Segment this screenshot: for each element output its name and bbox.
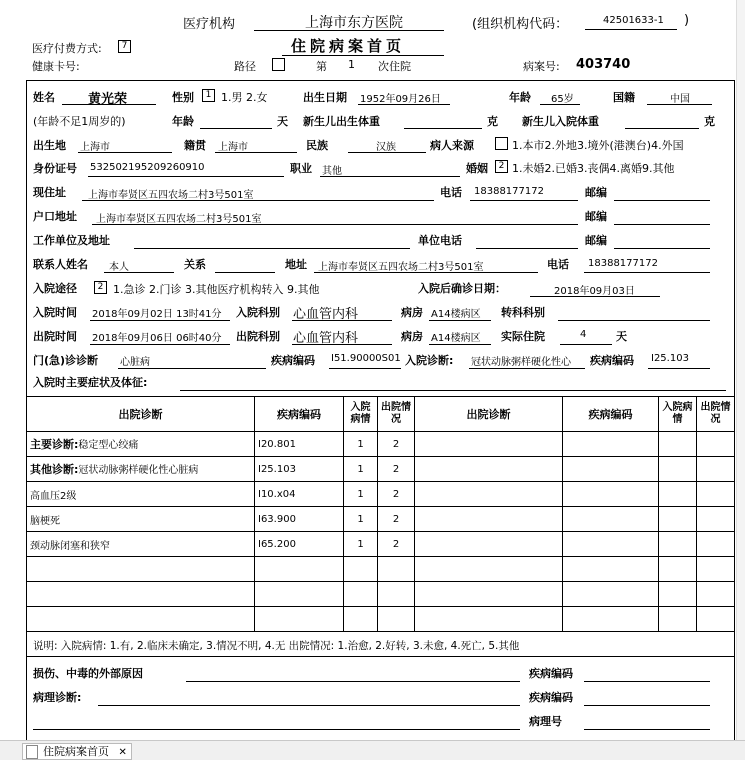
- admission-condition-cell[interactable]: 1: [344, 532, 378, 557]
- diagnosis-cell-2[interactable]: [415, 482, 563, 507]
- diagnosis-prefix: 其他诊断:: [30, 463, 79, 476]
- code-cell-2[interactable]: [563, 582, 659, 607]
- job-value: 其他: [322, 166, 342, 177]
- admission-diagnosis-value: 冠状动脉粥样硬化性心: [471, 357, 571, 368]
- admission-condition-cell-2[interactable]: [659, 482, 697, 507]
- org-label: 医疗机构: [183, 17, 236, 32]
- diagnosis-cell[interactable]: [27, 507, 255, 532]
- age-value: 65岁: [551, 94, 574, 105]
- discharge-time-value: 2018年09月06日 06时40分: [92, 333, 222, 344]
- ethnic-value: 汉族: [376, 142, 396, 153]
- contact-value: 本人: [109, 262, 129, 273]
- admission-time-value: 2018年09月02日 13时41分: [92, 309, 222, 320]
- discharge-status-cell-2[interactable]: [697, 607, 735, 632]
- address-value: 上海市奉贤区五四农场二村3号501室: [88, 190, 254, 201]
- table-row: [27, 582, 735, 607]
- admission-condition-cell-2[interactable]: [659, 457, 697, 482]
- col-code: 疾病编码: [255, 397, 344, 432]
- table-row: [27, 557, 735, 582]
- code-cell[interactable]: I25.103: [255, 457, 344, 482]
- table-row: [27, 607, 735, 632]
- table-row: [27, 532, 735, 557]
- col-discharge-status-2: 出院情况: [697, 397, 735, 432]
- code-cell-2[interactable]: [563, 457, 659, 482]
- code-cell-2[interactable]: [563, 532, 659, 557]
- code-cell[interactable]: I63.900: [255, 507, 344, 532]
- diagnosis-cell[interactable]: [27, 607, 255, 632]
- col-code-2: 疾病编码: [563, 397, 659, 432]
- discharge-status-cell-2[interactable]: [697, 482, 735, 507]
- diagnosis-cell[interactable]: [27, 432, 255, 457]
- pay-label: 医疗付费方式:: [32, 42, 102, 55]
- col-admission-condition: 入院病情: [344, 397, 378, 432]
- col-discharge-status: 出院情况: [378, 397, 415, 432]
- phone-value: 18388177172: [474, 186, 544, 197]
- code-cell[interactable]: [255, 557, 344, 582]
- discharge-status-cell-2[interactable]: [697, 582, 735, 607]
- code-cell[interactable]: I10.x04: [255, 482, 344, 507]
- code-cell[interactable]: I20.801: [255, 432, 344, 457]
- org-code: 42501633-1: [603, 15, 664, 26]
- admission-condition-cell[interactable]: [344, 557, 378, 582]
- close-icon[interactable]: ✕: [118, 747, 127, 758]
- diagnosis-cell-2[interactable]: [415, 532, 563, 557]
- diagnosis-cell-2[interactable]: [415, 582, 563, 607]
- nation-value: 中国: [670, 94, 690, 105]
- er-diagnosis-value: 心脏病: [120, 357, 150, 368]
- col-diagnosis: 出院诊断: [27, 397, 255, 432]
- diagnosis-name: 冠状动脉粥样硬化性心脏病: [78, 465, 199, 476]
- diagnosis-table: [26, 396, 735, 632]
- visit-number: 1: [348, 58, 355, 71]
- confirm-date-value: 2018年09月03日: [554, 286, 635, 297]
- discharge-status-cell[interactable]: [378, 557, 415, 582]
- pay-box[interactable]: 7: [118, 40, 131, 53]
- record-label: 病案号:: [523, 60, 560, 73]
- tab-record-homepage[interactable]: [22, 743, 132, 760]
- org-code-label: (组织机构代码：: [472, 17, 569, 32]
- discharge-status-cell[interactable]: 2: [378, 457, 415, 482]
- discharge-status-cell-2[interactable]: [697, 532, 735, 557]
- admission-code-value: I25.103: [651, 353, 689, 364]
- code-cell-2[interactable]: [563, 432, 659, 457]
- discharge-status-cell[interactable]: [378, 582, 415, 607]
- discharge-status-cell[interactable]: 2: [378, 482, 415, 507]
- document-icon: [26, 745, 38, 759]
- code-cell[interactable]: [255, 607, 344, 632]
- diagnosis-name: 高血压2级: [30, 490, 77, 502]
- legend-note: 说明: 入院病情: 1.有, 2.临床未确定, 3.情况不明, 4.无 出院情况: 1.治愈, 2.好转, 3.未愈, 4.死亡, 5.其他: [33, 640, 520, 652]
- patient-name: 黄光荣: [88, 92, 128, 107]
- admission-condition-cell[interactable]: 1: [344, 457, 378, 482]
- admission-condition-cell[interactable]: 1: [344, 507, 378, 532]
- diagnosis-table-header: [27, 397, 735, 432]
- discharge-status-cell-2[interactable]: [697, 507, 735, 532]
- vertical-scrollbar[interactable]: [736, 0, 745, 740]
- admission-ward-value: A14楼病区: [431, 309, 481, 320]
- diagnosis-cell[interactable]: [27, 457, 255, 482]
- diagnosis-name: 脑梗死: [30, 515, 60, 527]
- tab-label: 住院病案首页: [43, 745, 109, 758]
- admission-condition-cell-2[interactable]: [659, 507, 697, 532]
- route-box[interactable]: 2: [94, 281, 107, 294]
- discharge-status-cell[interactable]: 2: [378, 507, 415, 532]
- native-value: 上海市: [218, 142, 248, 153]
- org-name: 上海市东方医院: [305, 15, 403, 31]
- table-row: [27, 457, 735, 482]
- diagnosis-cell-2[interactable]: [415, 432, 563, 457]
- diagnosis-cell-2[interactable]: [415, 557, 563, 582]
- admission-condition-cell-2[interactable]: [659, 607, 697, 632]
- code-cell-2[interactable]: [563, 482, 659, 507]
- contact-phone-value: 18388177172: [588, 258, 658, 269]
- hukou-value: 上海市奉贤区五四农场二村3号501室: [96, 214, 262, 225]
- contact-address-value: 上海市奉贤区五四农场二村3号501室: [318, 262, 484, 273]
- diagnosis-cell[interactable]: [27, 557, 255, 582]
- admission-condition-cell[interactable]: 1: [344, 432, 378, 457]
- diagnosis-cell[interactable]: [27, 582, 255, 607]
- code-cell-2[interactable]: [563, 507, 659, 532]
- id-value: 532502195209260910: [90, 162, 205, 173]
- discharge-status-cell[interactable]: 2: [378, 432, 415, 457]
- diagnosis-cell[interactable]: [27, 532, 255, 557]
- discharge-ward-value: A14楼病区: [431, 333, 481, 344]
- col-diagnosis-2: 出院诊断: [415, 397, 563, 432]
- discharge-status-cell[interactable]: [378, 607, 415, 632]
- diagnosis-name: 稳定型心绞痛: [78, 440, 139, 451]
- code-cell[interactable]: I65.200: [255, 532, 344, 557]
- er-code-value: I51.90000S01: [331, 353, 401, 364]
- source-box[interactable]: [495, 137, 508, 150]
- admission-condition-cell[interactable]: [344, 607, 378, 632]
- record-number: 403740: [576, 57, 631, 72]
- page-title: 住院病案首页: [291, 37, 406, 55]
- admission-condition-cell-2[interactable]: [659, 582, 697, 607]
- admission-condition-cell-2[interactable]: [659, 432, 697, 457]
- table-row: [27, 432, 735, 457]
- stay-days-value: 4: [580, 329, 587, 340]
- discharge-status-cell-2[interactable]: [697, 557, 735, 582]
- admission-dept-value: 心血管内科: [293, 307, 359, 322]
- discharge-dept-value: 心血管内科: [293, 331, 359, 346]
- path-checkbox[interactable]: [272, 58, 285, 71]
- marital-box[interactable]: 2: [495, 160, 508, 173]
- col-admission-condition-2: 入院病情: [659, 397, 697, 432]
- discharge-status-cell-2[interactable]: [697, 432, 735, 457]
- admission-condition-cell-2[interactable]: [659, 532, 697, 557]
- discharge-status-cell-2[interactable]: [697, 457, 735, 482]
- card-label: 健康卡号:: [32, 60, 80, 73]
- diagnosis-cell-2[interactable]: [415, 457, 563, 482]
- code-cell-2[interactable]: [563, 557, 659, 582]
- diagnosis-name: 颈动脉闭塞和狭窄: [30, 540, 110, 552]
- admission-condition-cell[interactable]: [344, 582, 378, 607]
- birthplace-value: 上海市: [80, 142, 110, 153]
- path-label: 路径: [234, 60, 256, 73]
- admission-condition-cell[interactable]: 1: [344, 482, 378, 507]
- code-cell[interactable]: [255, 582, 344, 607]
- diagnosis-cell-2[interactable]: [415, 607, 563, 632]
- code-cell-2[interactable]: [563, 607, 659, 632]
- dob-value: 1952年09月26日: [360, 94, 441, 105]
- admission-condition-cell-2[interactable]: [659, 557, 697, 582]
- diagnosis-prefix: 主要诊断:: [30, 438, 79, 451]
- tab-bar: [0, 740, 745, 760]
- sex-box[interactable]: 1: [202, 89, 215, 102]
- diagnosis-cell[interactable]: [27, 482, 255, 507]
- table-row: [27, 482, 735, 507]
- diagnosis-cell-2[interactable]: [415, 507, 563, 532]
- discharge-status-cell[interactable]: 2: [378, 532, 415, 557]
- table-row: [27, 507, 735, 532]
